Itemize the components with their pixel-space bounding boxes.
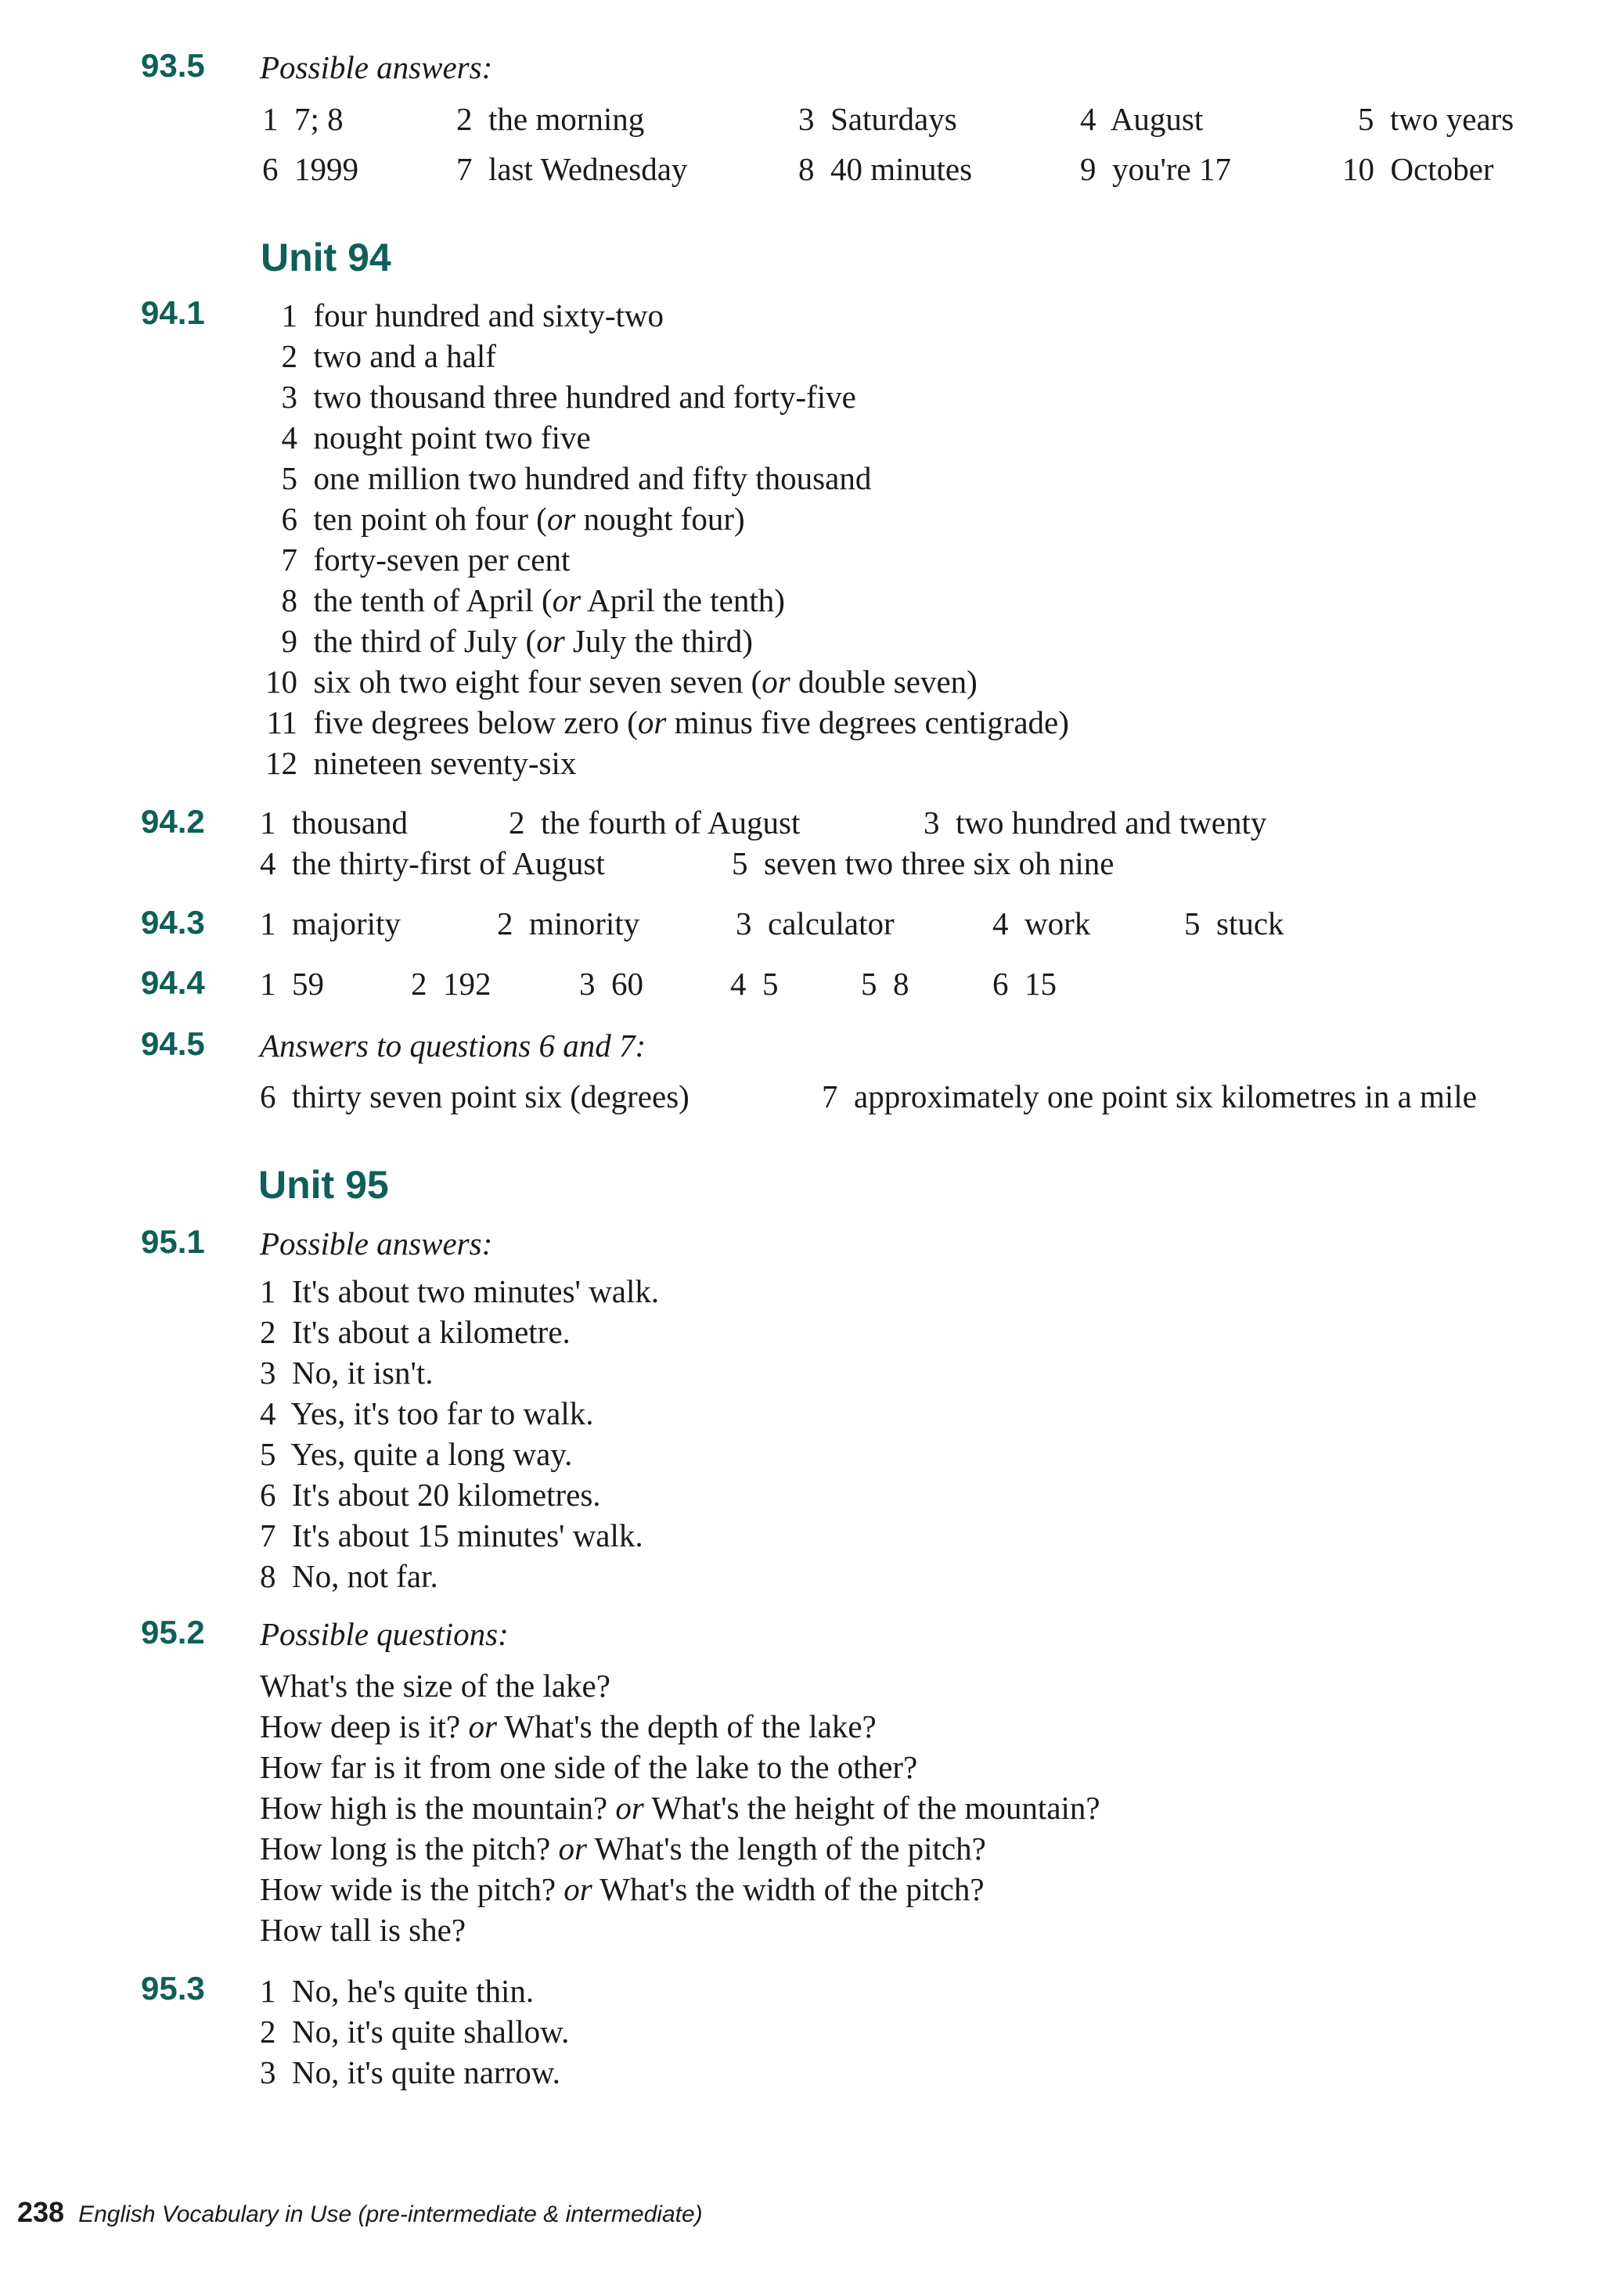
answer-item: 1 7; 8: [262, 101, 344, 137]
answer-item: 5 8: [861, 966, 909, 1002]
list-item: 5 Yes, quite a long way.: [260, 1436, 573, 1472]
answer-item: 3 60: [579, 966, 643, 1002]
list-item: 9 the third of July (or July the third): [281, 623, 753, 659]
list-item: 4 Yes, it's too far to walk.: [260, 1395, 594, 1431]
list-item: 4 nought point two five: [281, 419, 591, 455]
list-item: What's the size of the lake?: [260, 1668, 610, 1704]
answer-item: 4 work: [992, 905, 1091, 941]
exercise-number-94-5: 94.5: [141, 1025, 205, 1062]
list-item: 2 two and a half: [281, 338, 496, 374]
list-item: 2 No, it's quite shallow.: [260, 2014, 570, 2050]
list-item: 3 No, it isn't.: [260, 1355, 434, 1391]
list-item: How long is the pitch? or What's the length of the pitch?: [260, 1830, 986, 1866]
list-item: 10 six oh two eight four seven seven (or double seven): [265, 664, 978, 700]
exercise-number-93-5: 93.5: [141, 47, 205, 84]
answer-list-95-1: [260, 1271, 659, 1596]
answer-item: 6 15: [992, 966, 1057, 1002]
answer-item: 3 Saturdays: [798, 101, 957, 137]
unit-heading-94: Unit 94: [261, 236, 391, 279]
exercise-intro: Possible answers:: [260, 1226, 493, 1262]
answer-item: 5 two years: [1358, 101, 1514, 137]
list-item: 3 No, it's quite narrow.: [260, 2054, 560, 2090]
list-item: How far is it from one side of the lake to the other?: [260, 1749, 918, 1785]
answer-item: 5 stuck: [1184, 905, 1284, 941]
exercise-intro: Answers to questions 6 and 7:: [260, 1028, 646, 1064]
list-item: 11 five degrees below zero (or minus five degrees centigrade): [266, 704, 1069, 740]
list-item: How deep is it? or What's the depth of the lake?: [260, 1708, 877, 1744]
list-item: How tall is she?: [260, 1912, 466, 1948]
answer-item: 3 calculator: [736, 905, 895, 941]
list-item: How wide is the pitch? or What's the width of the pitch?: [260, 1871, 985, 1907]
answer-item: 2 the morning: [456, 101, 645, 137]
answer-item: 4 August: [1080, 101, 1204, 137]
list-item: How high is the mountain? or What's the height of the mountain?: [260, 1790, 1100, 1826]
exercise-number-95-1: 95.1: [141, 1223, 205, 1260]
list-item: 1 No, he's quite thin.: [260, 1973, 535, 2009]
answer-item: 2 minority: [497, 905, 640, 941]
page-footer: [17, 2196, 703, 2229]
exercise-number-94-3: 94.3: [141, 904, 205, 941]
answer-item: 5 seven two three six oh nine: [732, 845, 1114, 881]
answer-item: 8 40 minutes: [798, 151, 973, 187]
list-item: 8 the tenth of April (or April the tenth): [281, 582, 785, 618]
list-item: 1 four hundred and sixty-two: [281, 297, 664, 333]
answer-item: 4 5: [730, 966, 779, 1002]
list-item: 7 forty-seven per cent: [281, 542, 571, 578]
answer-list-94-1: [250, 295, 1069, 783]
answer-item: 1 59: [260, 966, 324, 1002]
answer-item: 2 192: [411, 966, 492, 1002]
list-item: 7 It's about 15 minutes' walk.: [260, 1517, 643, 1553]
answer-item: 7 last Wednesday: [456, 151, 688, 187]
exercise-intro: Possible answers:: [260, 49, 493, 85]
exercise-number-94-2: 94.2: [141, 803, 205, 840]
list-item: 2 It's about a kilometre.: [260, 1314, 571, 1350]
answer-list-95-3: [260, 1971, 569, 2093]
answer-item: 10 October: [1342, 151, 1494, 187]
unit-heading-95: Unit 95: [258, 1163, 389, 1207]
answer-item: 3 two hundred and twenty: [924, 805, 1267, 841]
list-item: 1 It's about two minutes' walk.: [260, 1273, 660, 1309]
answer-item: 7 approximately one point six kilometres in a mile: [822, 1078, 1477, 1114]
list-item: 6 ten point oh four (or nought four): [281, 501, 745, 537]
exercise-number-94-4: 94.4: [141, 964, 205, 1001]
exercise-intro: Possible questions:: [260, 1616, 509, 1652]
list-item: 6 It's about 20 kilometres.: [260, 1477, 601, 1513]
list-item: 8 No, not far.: [260, 1558, 438, 1594]
question-list-95-2: [260, 1665, 1100, 1950]
exercise-number-94-1: 94.1: [141, 294, 205, 331]
answer-item: 1 thousand: [260, 805, 409, 841]
answer-item: 2 the fourth of August: [509, 805, 801, 841]
page-number: 238: [17, 2196, 65, 2228]
exercise-number-95-3: 95.3: [141, 1970, 205, 2007]
answer-item: 6 thirty seven point six (degrees): [260, 1078, 690, 1114]
list-item: 3 two thousand three hundred and forty-five: [281, 379, 856, 415]
list-item: 12 nineteen seventy-six: [265, 745, 577, 781]
book-title: English Vocabulary in Use (pre-intermediate & intermediate): [78, 2201, 703, 2227]
answer-item: 6 1999: [262, 151, 358, 187]
answer-item: 9 you're 17: [1080, 151, 1231, 187]
answer-item: 4 the thirty-first of August: [260, 845, 605, 881]
exercise-number-95-2: 95.2: [141, 1614, 205, 1650]
answer-item: 1 majority: [260, 905, 401, 941]
list-item: 5 one million two hundred and fifty thousand: [281, 460, 872, 496]
